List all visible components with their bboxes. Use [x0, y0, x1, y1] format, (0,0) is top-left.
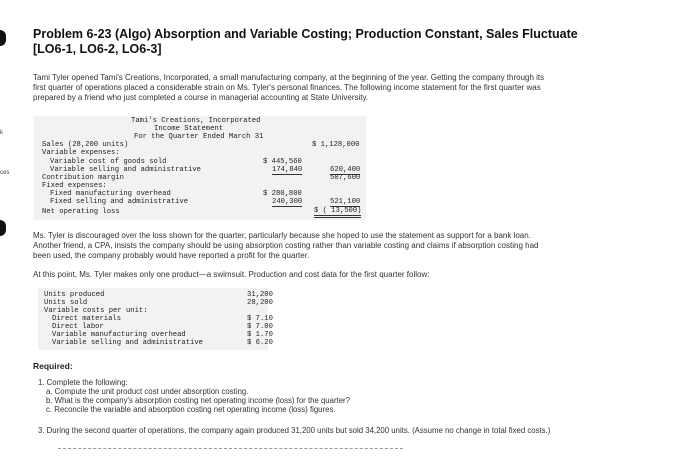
variable-mfg-overhead-label: Variable manufacturing overhead — [52, 331, 186, 339]
units-sold-value: 28,200 — [247, 299, 273, 307]
net-operating-loss-value: $ ( 13,500) — [314, 207, 361, 218]
statement-header-period: For the Quarter Ended March 31 — [134, 133, 264, 141]
variable-sa-unit-label: Variable selling and administrative — [52, 339, 203, 347]
variable-sa-label: Variable selling and administrative — [50, 166, 201, 174]
requirement-1c: c. Reconcile the variable and absorption costing net operating income (loss) figures. — [46, 405, 336, 414]
requirement-3: 3. During the second quarter of operations, the company again produced 31,200 units but sold 34,200 units. (Assume no change in total fixed costs.) — [38, 426, 551, 435]
direct-materials-label: Direct materials — [52, 315, 122, 323]
contribution-margin-label: Contribution margin — [42, 174, 124, 182]
statement-header-company: Tami's Creations, Incorporated — [131, 117, 261, 125]
fixed-sa-value: 240,300 — [272, 198, 303, 206]
requirement-1: 1. Complete the following: — [38, 378, 128, 387]
intro-paragraph: Tami Tyler opened Tami's Creations, Incorporated, a small manufacturing company, at the beginning of the year. Getting the company through its first quarter of operations placed a considerable strain on Ms. Tyler's personal finances. The following income statement for the first quarter was prepared by a friend who just completed a course in managerial accounting at State University. — [33, 73, 545, 102]
problem-title: Problem 6-23 (Algo) Absorption and Variable Costing; Production Constant, Sales Fluctuate [LO6-1, LO6-2, LO6-3] — [33, 27, 578, 56]
fixed-mfg-overhead-label: Fixed manufacturing overhead — [50, 190, 171, 198]
requirement-1b: b. What is the company's absorption costing net operating income (loss) for the quarter? — [46, 396, 350, 405]
sales-value: $ 1,128,000 — [312, 141, 360, 149]
variable-sa-value: 174,840 — [272, 166, 303, 174]
variable-expenses-label: Variable expenses: — [42, 149, 120, 157]
units-produced-value: 31,200 — [247, 291, 273, 299]
side-text-b: ces — [0, 170, 10, 176]
side-text-a: k — [0, 130, 3, 136]
discussion-paragraph: Ms. Tyler is discouraged over the loss shown for the quarter, particularly because she hoped to use the statement as support for a bank loan. Another friend, a CPA, insists the company should be using absorption costing rather than variable costing and claims if absorption costing had been used, the company probably would have reported a profit for the quarter. — [33, 231, 539, 260]
variable-total-value: 620,400 — [330, 166, 361, 174]
fixed-expenses-label: Fixed expenses: — [42, 182, 107, 190]
left-panel-edge — [0, 0, 12, 456]
net-operating-loss-label: Net operating loss — [42, 208, 120, 216]
units-sold-label: Units sold — [44, 299, 88, 307]
variable-sa-unit-value: $ 6.20 — [247, 339, 273, 347]
units-produced-label: Units produced — [44, 291, 105, 299]
fixed-total-value: 521,100 — [330, 198, 361, 206]
variable-costs-per-unit-label: Variable costs per unit: — [44, 307, 148, 315]
fixed-sa-label: Fixed selling and administrative — [50, 198, 189, 206]
panel-handle-2[interactable] — [0, 220, 6, 236]
direct-labor-label: Direct labor — [52, 323, 104, 331]
statement-header-title: Income Statement — [154, 125, 224, 133]
required-heading: Required: — [33, 361, 73, 371]
sales-label: Sales (28,200 units) — [42, 141, 129, 149]
direct-materials-value: $ 7.10 — [247, 315, 273, 323]
variable-mfg-overhead-value: $ 1.70 — [247, 331, 273, 339]
vcogs-label: Variable cost of goods sold — [50, 158, 167, 166]
cut-off-divider — [58, 448, 403, 449]
fixed-mfg-overhead-value: $ 280,800 — [263, 190, 302, 198]
product-data-intro: At this point, Ms. Tyler makes only one product—a swimsuit. Production and cost data for the first quarter follow: — [33, 270, 430, 279]
vcogs-value: $ 445,560 — [263, 158, 302, 166]
requirement-1a: a. Compute the unit product cost under absorption costing. — [46, 387, 249, 396]
panel-handle[interactable] — [0, 30, 6, 46]
contribution-margin-value: 507,600 — [330, 174, 361, 182]
direct-labor-value: $ 7.00 — [247, 323, 273, 331]
